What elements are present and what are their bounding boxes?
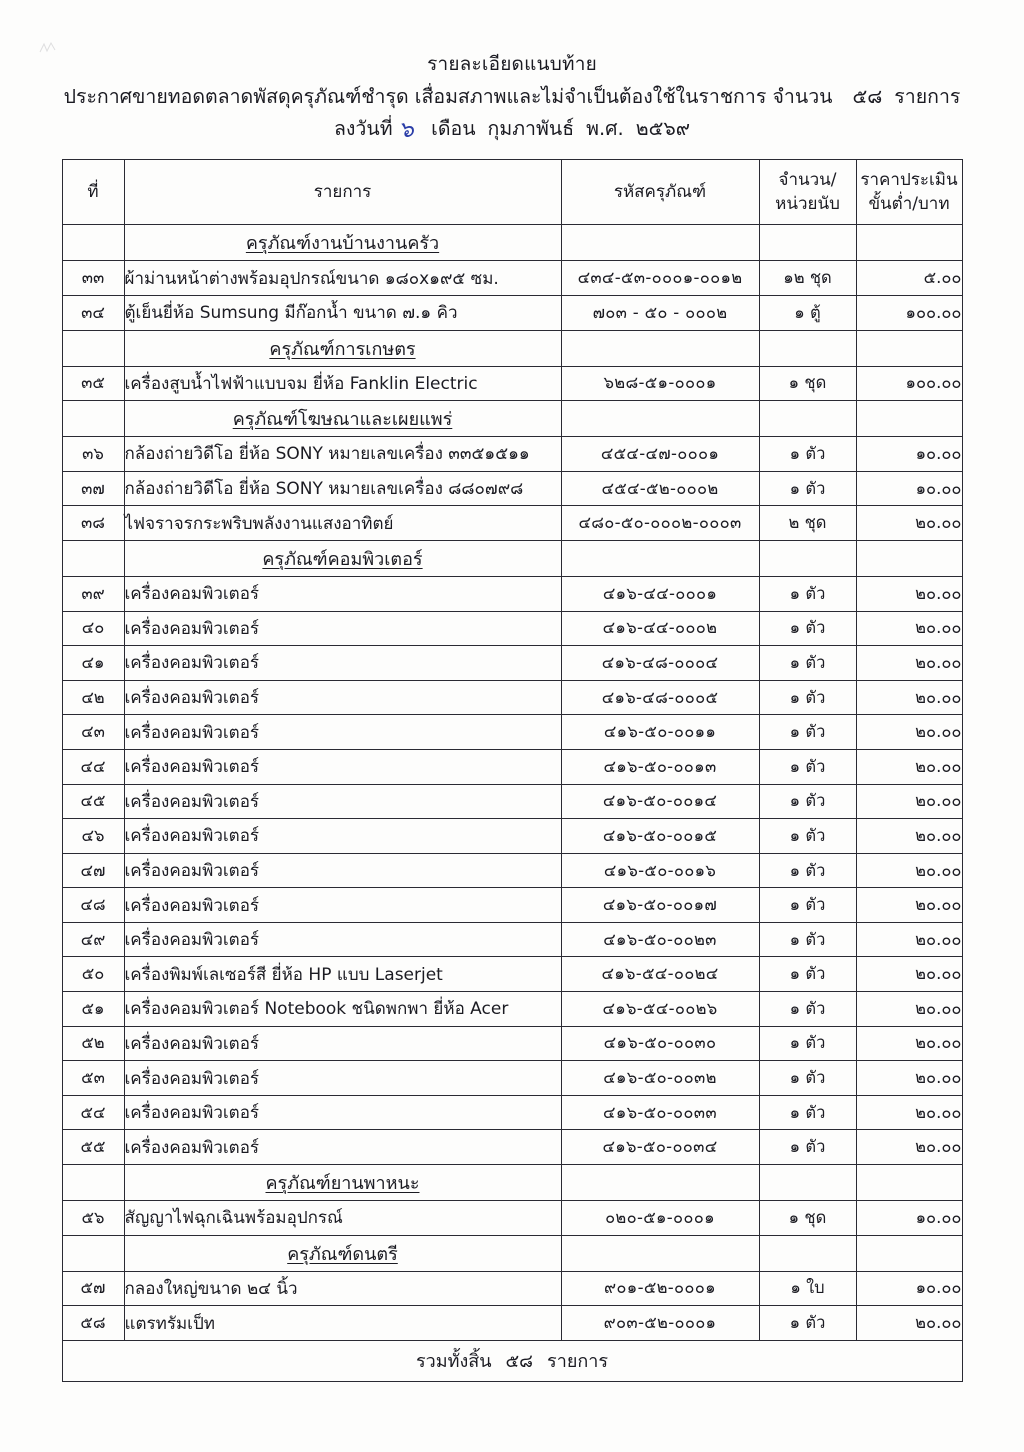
item-description-cell: กล้องถ่ายวิดีโอ ยี่ห้อ SONY หมายเลขเครื่อง ๓๓๕๑๕๑๑ — [124, 437, 561, 472]
page-title: รายละเอียดแนบท้าย — [427, 53, 597, 75]
item-code-cell: ๔๑๖-๕๔-๐๐๒๔ — [561, 957, 759, 992]
item-number-cell: ๔๔ — [62, 749, 124, 784]
item-quantity-cell: ๑ ตัว — [759, 1306, 856, 1341]
item-description-cell: เครื่องสูบน้ำไฟฟ้าแบบจม ยี่ห้อ Fanklin Electric — [124, 366, 561, 401]
item-description-cell: เครื่องคอมพิวเตอร์ — [124, 853, 561, 888]
item-quantity-cell: ๑ ตัว — [759, 992, 856, 1027]
section-code-cell — [561, 225, 759, 261]
item-quantity-cell: ๑ ตัว — [759, 853, 856, 888]
item-number-cell: ๓๘ — [62, 506, 124, 541]
item-price-cell: ๒๐.๐๐ — [856, 992, 962, 1027]
section-price-cell — [856, 225, 962, 261]
item-number-cell: ๕๔ — [62, 1095, 124, 1130]
month-label: เดือน — [431, 116, 476, 140]
section-heading-label: ครุภัณฑ์การเกษตร — [269, 338, 416, 360]
item-price-cell: ๒๐.๐๐ — [856, 1130, 962, 1165]
item-number-cell: ๔๑ — [62, 646, 124, 681]
section-qty-cell — [759, 330, 856, 366]
item-code-cell: ๔๑๖-๔๘-๐๐๐๕ — [561, 680, 759, 715]
item-price-cell: ๒๐.๐๐ — [856, 853, 962, 888]
item-description-cell: เครื่องคอมพิวเตอร์ — [124, 576, 561, 611]
item-quantity-cell: ๒ ชุด — [759, 506, 856, 541]
item-description-cell: เครื่องคอมพิวเตอร์ Notebook ชนิดพกพา ยี่ห้อ Acer — [124, 992, 561, 1027]
announcement-unit: รายการ — [894, 84, 961, 108]
item-code-cell: ๔๑๖-๕๐-๐๐๑๗ — [561, 888, 759, 923]
section-qty-cell — [759, 1235, 856, 1271]
section-price-cell — [856, 401, 962, 437]
section-qty-cell — [759, 225, 856, 261]
item-code-cell: ๔๑๖-๕๐-๐๐๓๐ — [561, 1026, 759, 1061]
column-header-description: รายการ — [124, 160, 561, 225]
table-row — [62, 853, 962, 888]
item-code-cell: ๔๕๔-๕๒-๐๐๐๒ — [561, 471, 759, 506]
section-heading-label: ครุภัณฑ์คอมพิวเตอร์ — [262, 548, 423, 570]
item-quantity-cell: ๑ ตัว — [759, 784, 856, 819]
item-quantity-cell: ๑ ใบ — [759, 1271, 856, 1306]
table-row — [62, 888, 962, 923]
item-quantity-cell: ๑ ตัว — [759, 680, 856, 715]
table-row — [62, 819, 962, 854]
year-label: พ.ศ. — [586, 116, 624, 140]
item-description-cell: เครื่องคอมพิวเตอร์ — [124, 1026, 561, 1061]
item-quantity-cell: ๑ ตัว — [759, 819, 856, 854]
table-row — [62, 1026, 962, 1061]
scan-artifact — [38, 40, 64, 58]
table-header — [62, 160, 962, 225]
grand-total-row — [62, 1340, 962, 1381]
item-quantity-cell: ๑ ตัว — [759, 1026, 856, 1061]
table-row — [62, 646, 962, 681]
section-price-cell — [856, 330, 962, 366]
item-quantity-cell: ๑ ชุด — [759, 1201, 856, 1236]
document-date-line — [0, 113, 1024, 148]
item-number-cell: ๕๘ — [62, 1306, 124, 1341]
table-row — [62, 715, 962, 750]
section-no-cell — [62, 330, 124, 366]
table-row — [62, 1095, 962, 1130]
item-description-cell: ไฟจราจรกระพริบพลังงานแสงอาทิตย์ — [124, 506, 561, 541]
item-price-cell: ๒๐.๐๐ — [856, 957, 962, 992]
section-heading-row — [62, 540, 962, 576]
section-qty-cell — [759, 1165, 856, 1201]
item-code-cell: ๔๘๐-๕๐-๐๐๐๒-๐๐๐๓ — [561, 506, 759, 541]
section-price-cell — [856, 540, 962, 576]
item-description-cell: เครื่องคอมพิวเตอร์ — [124, 784, 561, 819]
item-number-cell: ๔๓ — [62, 715, 124, 750]
item-code-cell: ๔๕๔-๔๗-๐๐๐๑ — [561, 437, 759, 472]
item-code-cell: ๔๑๖-๕๐-๐๐๓๒ — [561, 1061, 759, 1096]
item-quantity-cell: ๑ ตัว — [759, 1130, 856, 1165]
section-heading-row — [62, 1235, 962, 1271]
quantity-header-line1: จำนวน/ — [778, 169, 837, 190]
column-header-quantity — [759, 160, 856, 225]
item-number-cell: ๕๕ — [62, 1130, 124, 1165]
table-row — [62, 437, 962, 472]
document-header — [0, 0, 1024, 147]
table-row — [62, 611, 962, 646]
item-quantity-cell: ๑ ตัว — [759, 646, 856, 681]
item-number-cell: ๔๙ — [62, 922, 124, 957]
handwritten-day: ๖ — [395, 115, 416, 145]
item-code-cell: ๔๓๔-๕๓-๐๐๐๑-๐๐๑๒ — [561, 261, 759, 296]
item-code-cell: ๔๑๖-๕๐-๐๐๒๓ — [561, 922, 759, 957]
item-price-cell: ๒๐.๐๐ — [856, 1095, 962, 1130]
item-quantity-cell: ๑ ตัว — [759, 922, 856, 957]
item-description-cell: เครื่องคอมพิวเตอร์ — [124, 646, 561, 681]
section-no-cell — [62, 401, 124, 437]
column-header-code: รหัสครุภัณฑ์ — [561, 160, 759, 225]
section-code-cell — [561, 1165, 759, 1201]
section-no-cell — [62, 540, 124, 576]
date-prefix-label: ลงวันที่ — [333, 116, 393, 140]
total-unit: รายการ — [547, 1351, 609, 1373]
table-body — [62, 225, 962, 1340]
item-price-cell: ๒๐.๐๐ — [856, 1026, 962, 1061]
item-number-cell: ๔๐ — [62, 611, 124, 646]
item-quantity-cell: ๑ ตัว — [759, 611, 856, 646]
item-description-cell: กลองใหญ่ขนาด ๒๔ นิ้ว — [124, 1271, 561, 1306]
table-row — [62, 749, 962, 784]
item-quantity-cell: ๑ ตัว — [759, 957, 856, 992]
section-heading-label: ครุภัณฑ์งานบ้านงานครัว — [245, 233, 440, 255]
column-header-no: ที่ — [62, 160, 124, 225]
table-row — [62, 992, 962, 1027]
announcement-subtitle — [0, 82, 1024, 111]
section-heading — [124, 401, 561, 437]
item-description-cell: แตรทรัมเป็ท — [124, 1306, 561, 1341]
item-description-cell: เครื่องคอมพิวเตอร์ — [124, 819, 561, 854]
item-price-cell: ๑๐๐.๐๐ — [856, 295, 962, 330]
item-price-cell: ๒๐.๐๐ — [856, 888, 962, 923]
item-price-cell: ๑๐๐.๐๐ — [856, 366, 962, 401]
table-row — [62, 1061, 962, 1096]
item-number-cell: ๔๘ — [62, 888, 124, 923]
item-price-cell: ๒๐.๐๐ — [856, 611, 962, 646]
item-number-cell: ๕๓ — [62, 1061, 124, 1096]
item-number-cell: ๕๐ — [62, 957, 124, 992]
item-quantity-cell: ๑ ตัว — [759, 576, 856, 611]
item-quantity-cell: ๑ ตัว — [759, 888, 856, 923]
section-price-cell — [856, 1235, 962, 1271]
item-description-cell: เครื่องคอมพิวเตอร์ — [124, 888, 561, 923]
item-quantity-cell: ๑ ตัว — [759, 1061, 856, 1096]
section-heading-label: ครุภัณฑ์ยานพาหนะ — [265, 1173, 420, 1195]
table-row — [62, 1306, 962, 1341]
table-row — [62, 295, 962, 330]
table-row — [62, 680, 962, 715]
section-heading-row — [62, 401, 962, 437]
item-price-cell: ๒๐.๐๐ — [856, 819, 962, 854]
item-quantity-cell: ๑๒ ชุด — [759, 261, 856, 296]
item-description-cell: กล้องถ่ายวิดีโอ ยี่ห้อ SONY หมายเลขเครื่อง ๘๘๐๗๙๘ — [124, 471, 561, 506]
section-heading-label: ครุภัณฑ์ดนตรี — [287, 1243, 398, 1265]
section-no-cell — [62, 1235, 124, 1271]
item-number-cell: ๔๗ — [62, 853, 124, 888]
section-heading — [124, 1235, 561, 1271]
item-description-cell: เครื่องคอมพิวเตอร์ — [124, 1061, 561, 1096]
item-description-cell: ตู้เย็นยี่ห้อ Sumsung มีก๊อกน้ำ ขนาด ๗.๑ คิว — [124, 295, 561, 330]
section-heading-row — [62, 330, 962, 366]
item-code-cell: ๔๑๖-๕๐-๐๐๑๔ — [561, 784, 759, 819]
item-number-cell: ๓๔ — [62, 295, 124, 330]
item-description-cell: เครื่องคอมพิวเตอร์ — [124, 1130, 561, 1165]
item-price-cell: ๑๐.๐๐ — [856, 1201, 962, 1236]
item-number-cell: ๓๙ — [62, 576, 124, 611]
item-number-cell: ๕๒ — [62, 1026, 124, 1061]
item-number-cell: ๔๖ — [62, 819, 124, 854]
item-quantity-cell: ๑ ตู้ — [759, 295, 856, 330]
table-row — [62, 1201, 962, 1236]
item-description-cell: เครื่องคอมพิวเตอร์ — [124, 611, 561, 646]
item-code-cell: ๔๑๖-๔๘-๐๐๐๔ — [561, 646, 759, 681]
table-row — [62, 957, 962, 992]
announcement-count: ๕๘ — [852, 84, 883, 108]
item-code-cell: ๔๑๖-๕๐-๐๐๑๖ — [561, 853, 759, 888]
price-header-line1: ราคาประเมิน — [860, 169, 958, 190]
item-number-cell: ๕๑ — [62, 992, 124, 1027]
price-header-line2: ขั้นต่ำ/บาท — [868, 194, 950, 215]
table-footer — [62, 1340, 962, 1381]
table-row — [62, 261, 962, 296]
section-heading-row — [62, 225, 962, 261]
item-number-cell: ๕๖ — [62, 1201, 124, 1236]
table-row — [62, 506, 962, 541]
item-number-cell: ๔๒ — [62, 680, 124, 715]
section-heading — [124, 225, 561, 261]
item-code-cell: ๔๑๖-๕๐-๐๐๓๔ — [561, 1130, 759, 1165]
section-qty-cell — [759, 401, 856, 437]
item-code-cell: ๔๑๖-๕๐-๐๐๓๓ — [561, 1095, 759, 1130]
item-code-cell: ๖๒๘-๕๑-๐๐๐๑ — [561, 366, 759, 401]
item-price-cell: ๑๐.๐๐ — [856, 471, 962, 506]
section-no-cell — [62, 225, 124, 261]
item-number-cell: ๓๓ — [62, 261, 124, 296]
year-value: ๒๕๖๙ — [635, 116, 691, 140]
section-heading-label: ครุภัณฑ์โฆษณาและเผยแพร่ — [232, 409, 453, 431]
item-number-cell: ๓๖ — [62, 437, 124, 472]
table-row — [62, 1271, 962, 1306]
item-price-cell: ๒๐.๐๐ — [856, 646, 962, 681]
announcement-text: ประกาศขายทอดตลาดพัสดุครุภัณฑ์ชำรุด เสื่อมสภาพและไม่จำเป็นต้องใช้ในราชการ จำนวน — [63, 84, 833, 108]
item-number-cell: ๕๗ — [62, 1271, 124, 1306]
item-quantity-cell: ๑ ตัว — [759, 715, 856, 750]
table-row — [62, 1130, 962, 1165]
section-code-cell — [561, 540, 759, 576]
item-price-cell: ๒๐.๐๐ — [856, 749, 962, 784]
item-price-cell: ๒๐.๐๐ — [856, 1306, 962, 1341]
table-row — [62, 576, 962, 611]
month-value: กุมภาพันธ์ — [487, 116, 575, 140]
section-heading — [124, 1165, 561, 1201]
item-code-cell: ๔๑๖-๔๔-๐๐๐๑ — [561, 576, 759, 611]
section-heading — [124, 330, 561, 366]
item-quantity-cell: ๑ ตัว — [759, 1095, 856, 1130]
section-code-cell — [561, 330, 759, 366]
quantity-header-line2: หน่วยนับ — [775, 194, 840, 215]
section-heading — [124, 540, 561, 576]
item-price-cell: ๒๐.๐๐ — [856, 576, 962, 611]
asset-listing-table — [62, 159, 963, 1381]
total-label: รวมทั้งสิ้น — [415, 1351, 492, 1373]
table-row — [62, 471, 962, 506]
item-code-cell: ๙๐๑-๕๒-๐๐๐๑ — [561, 1271, 759, 1306]
item-price-cell: ๒๐.๐๐ — [856, 715, 962, 750]
item-code-cell: ๔๑๖-๕๐-๐๐๑๑ — [561, 715, 759, 750]
item-price-cell: ๑๐.๐๐ — [856, 437, 962, 472]
total-count: ๕๘ — [505, 1351, 534, 1373]
section-no-cell — [62, 1165, 124, 1201]
item-code-cell: ๐๒๐-๕๑-๐๐๐๑ — [561, 1201, 759, 1236]
item-description-cell: เครื่องคอมพิวเตอร์ — [124, 749, 561, 784]
section-heading-row — [62, 1165, 962, 1201]
item-number-cell: ๔๕ — [62, 784, 124, 819]
table-row — [62, 922, 962, 957]
item-code-cell: ๗๐๓ - ๕๐ - ๐๐๐๒ — [561, 295, 759, 330]
item-code-cell: ๔๑๖-๕๔-๐๐๒๖ — [561, 992, 759, 1027]
item-code-cell: ๔๑๖-๕๐-๐๐๑๓ — [561, 749, 759, 784]
section-price-cell — [856, 1165, 962, 1201]
item-code-cell: ๔๑๖-๕๐-๐๐๑๕ — [561, 819, 759, 854]
item-price-cell: ๑๐.๐๐ — [856, 1271, 962, 1306]
item-description-cell: เครื่องคอมพิวเตอร์ — [124, 1095, 561, 1130]
item-code-cell: ๙๐๓-๕๒-๐๐๐๑ — [561, 1306, 759, 1341]
item-description-cell: เครื่องพิมพ์เลเซอร์สี ยี่ห้อ HP แบบ Laserjet — [124, 957, 561, 992]
item-description-cell: สัญญาไฟฉุกเฉินพร้อมอุปกรณ์ — [124, 1201, 561, 1236]
column-header-price — [856, 160, 962, 225]
item-quantity-cell: ๑ ชุด — [759, 366, 856, 401]
item-code-cell: ๔๑๖-๔๔-๐๐๐๒ — [561, 611, 759, 646]
item-quantity-cell: ๑ ตัว — [759, 749, 856, 784]
item-price-cell: ๒๐.๐๐ — [856, 784, 962, 819]
table-row — [62, 784, 962, 819]
item-description-cell: เครื่องคอมพิวเตอร์ — [124, 680, 561, 715]
section-code-cell — [561, 1235, 759, 1271]
item-number-cell: ๓๗ — [62, 471, 124, 506]
item-description-cell: เครื่องคอมพิวเตอร์ — [124, 922, 561, 957]
section-code-cell — [561, 401, 759, 437]
item-number-cell: ๓๕ — [62, 366, 124, 401]
item-price-cell: ๒๐.๐๐ — [856, 506, 962, 541]
item-price-cell: ๕.๐๐ — [856, 261, 962, 296]
item-quantity-cell: ๑ ตัว — [759, 437, 856, 472]
item-price-cell: ๒๐.๐๐ — [856, 680, 962, 715]
item-description-cell: ผ้าม่านหน้าต่างพร้อมอุปกรณ์ขนาด ๑๘๐x๑๙๕ ซม. — [124, 261, 561, 296]
item-price-cell: ๒๐.๐๐ — [856, 1061, 962, 1096]
item-description-cell: เครื่องคอมพิวเตอร์ — [124, 715, 561, 750]
item-quantity-cell: ๑ ตัว — [759, 471, 856, 506]
section-qty-cell — [759, 540, 856, 576]
item-price-cell: ๒๐.๐๐ — [856, 922, 962, 957]
table-row — [62, 366, 962, 401]
